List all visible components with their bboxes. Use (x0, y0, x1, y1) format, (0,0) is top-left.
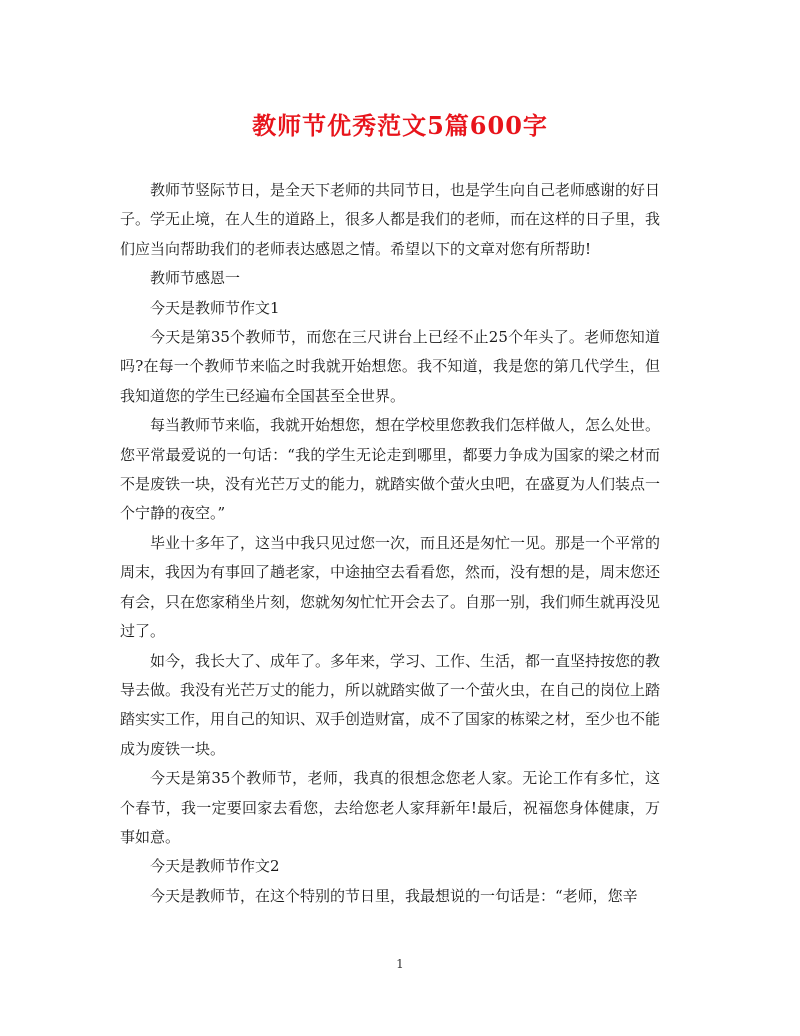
essay1-paragraph-1: 今天是第35个教师节，而您在三尺讲台上已经不止25个年头了。老师您知道吗?在每一个教师节来临之时我就开始想您。我不知道，我是您的第几代学生，但我知道您的学生已经遍布全国甚至全世界。 (120, 328, 660, 405)
essay1-title: 今天是教师节作文1 (150, 298, 280, 317)
section-heading: 教师节感恩一 (150, 269, 241, 288)
essay1-paragraph-4: 如今，我长大了、成年了。多年来，学习、工作、生活，都一直坚持按您的教导去做。我没有光芒万丈的能力，所以就踏实做了一个萤火虫，在自己的岗位上踏踏实实工作，用自己的知识、双手创造财富，成不了国家的栋梁之材，至少也不能成为废铁一块。 (120, 651, 661, 758)
intro-paragraph: 教师节竖际节日，是全天下老师的共同节日，也是学生向自己老师感谢的好日子。学无止境，在人生的道路上，很多人都是我们的老师，而在这样的日子里，我们应当向帮助我们的老师表达感恩之情。希望以下的文章对您有所帮助! (120, 181, 661, 258)
essay1-paragraph-2: 每当教师节来临，我就开始想您，想在学校里您教我们怎样做人，怎么处世。您平常最爱说的一句话：“我的学生无论走到哪里，都要力争成为国家的梁之材而不是废铁一块，没有光芒万丈的能力，就踏实做个萤火虫吧，在盛夏为人们装点一个宁静的夜空。” (120, 416, 661, 523)
document-body (120, 176, 660, 911)
essay2-paragraph-1: 今天是教师节，在这个特别的节日里，我最想说的一句话是：“老师，您辛 (150, 886, 638, 905)
essay1-paragraph-3: 毕业十多年了，这当中我只见过您一次，而且还是匆忙一见。那是一个平常的周末，我因为有事回了趟老家，中途抽空去看看您，然而，没有想的是，周末您还有会，只在您家稍坐片刻，您就匆匆忙忙开会去了。自那一别，我们师生就再没见过了。 (120, 533, 661, 641)
essay2-title: 今天是教师节作文2 (150, 857, 280, 876)
page-number: 1 (396, 957, 404, 971)
essay1-paragraph-5: 今天是第35个教师节，老师，我真的很想念您老人家。无论工作有多忙，这个春节，我一定要回家去看您，去给您老人家拜新年!最后，祝福您身体健康，万事如意。 (120, 769, 660, 846)
document-title: 教师节优秀范文5篇600字 (252, 111, 548, 140)
